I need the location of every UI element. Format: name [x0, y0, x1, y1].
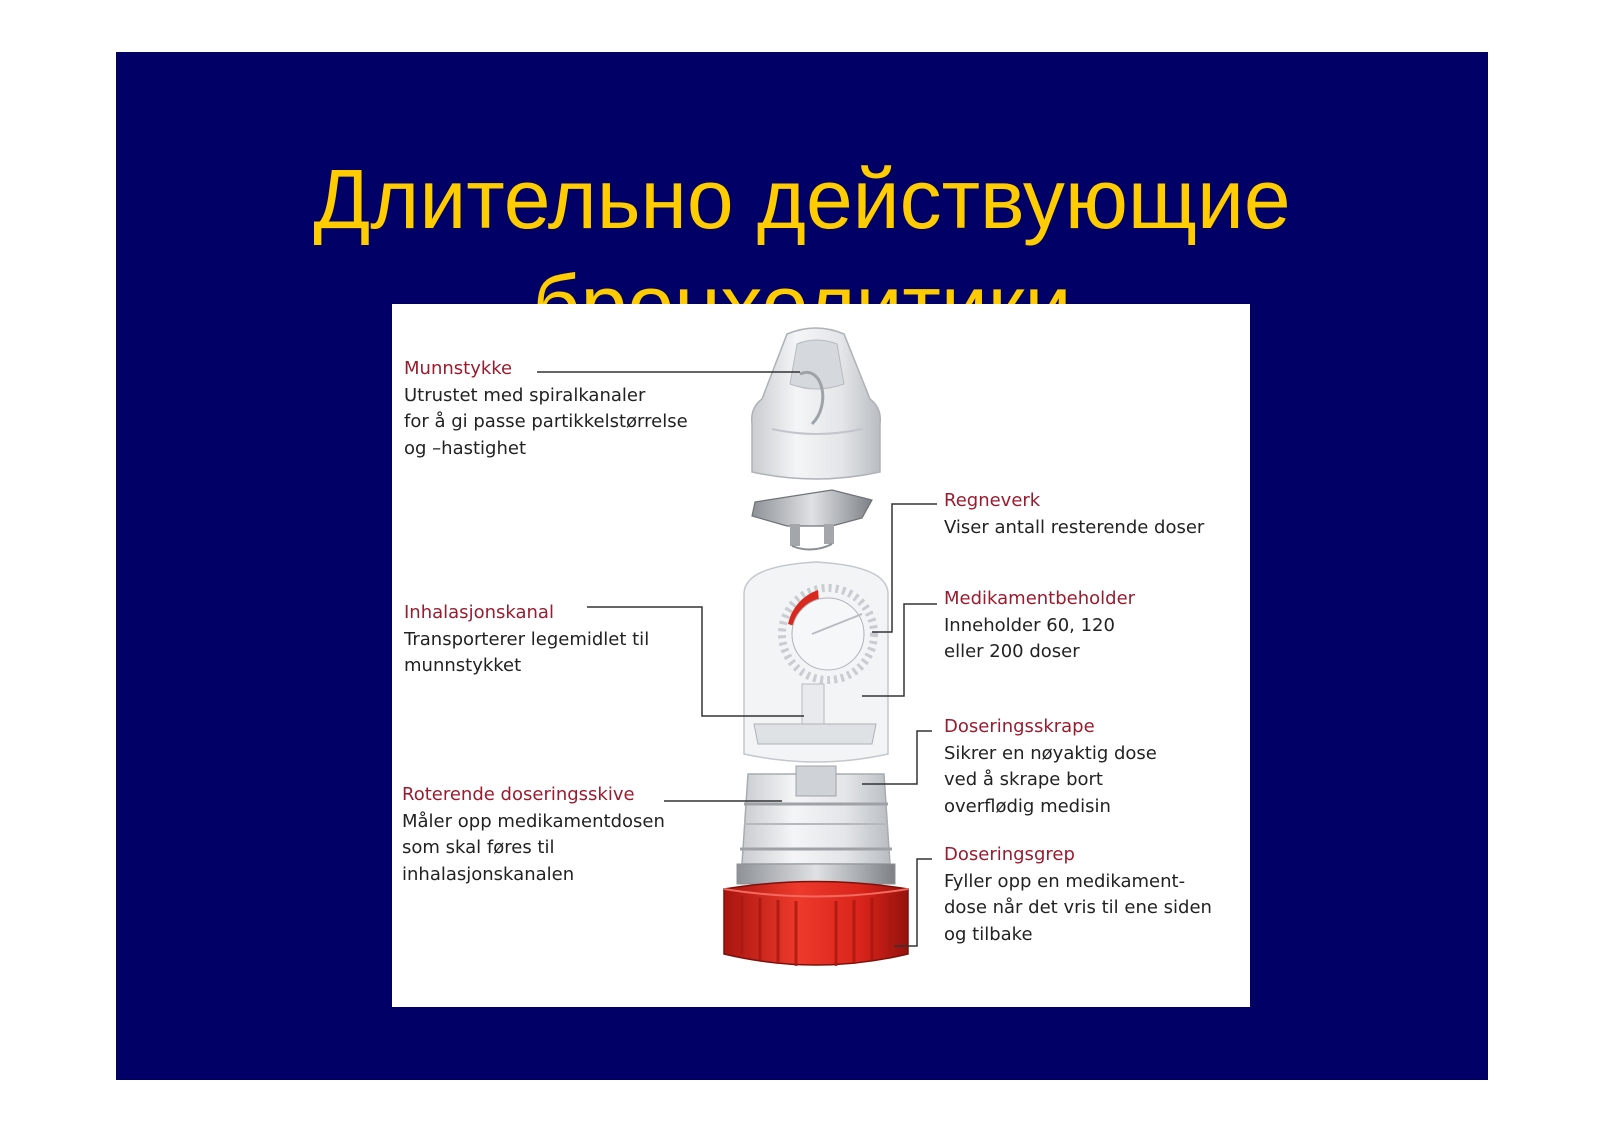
label-regneverk: [944, 488, 1204, 541]
counter-part: [752, 490, 872, 550]
label-line: overflødig medisin: [944, 795, 1111, 817]
title-line-1: Длительно действующие: [313, 152, 1291, 247]
label-line: Fyller opp en medikament-: [944, 870, 1186, 892]
label-line: og tilbake: [944, 923, 1033, 945]
label-heading: Regneverk: [944, 490, 1041, 511]
slide: [116, 52, 1488, 1080]
label-line: ved å skrape bort: [944, 769, 1103, 790]
red-grip-part: [724, 882, 908, 967]
label-line: for å gi passe partikkelstørrelse: [404, 411, 688, 432]
label-inhalasjonskanal: [404, 600, 649, 680]
label-heading: Roterende doseringsskive: [402, 784, 635, 805]
label-munnstykke: [404, 356, 688, 462]
label-heading: Munnstykke: [404, 358, 513, 379]
label-heading: Inhalasjonskanal: [404, 602, 554, 623]
label-line: dose når det vris til ene siden: [944, 897, 1212, 918]
label-line: og –hastighet: [404, 437, 527, 459]
label-line: Viser antall resterende doser: [944, 516, 1205, 538]
reservoir-part: [744, 562, 888, 762]
label-medikamentbeholder: [944, 586, 1135, 666]
mouthpiece-part: [752, 328, 881, 479]
label-line: Måler opp medikamentdosen: [402, 810, 665, 832]
label-heading: Doseringsgrep: [944, 844, 1075, 865]
label-heading: Medikamentbeholder: [944, 588, 1136, 609]
label-line: som skal føres til: [402, 837, 555, 858]
label-line: Transporterer legemidlet til: [404, 628, 650, 650]
label-line: Utrustet med spiralkanaler: [404, 384, 646, 406]
inhaler-diagram: [392, 304, 1250, 1007]
label-line: eller 200 doser: [944, 641, 1080, 662]
label-line: munnstykket: [404, 655, 522, 676]
label-heading: Doseringsskrape: [944, 716, 1095, 737]
label-roterende: [402, 782, 665, 888]
label-doseringsskrape: [944, 714, 1157, 820]
label-doseringsgrep: [944, 842, 1212, 948]
label-line: Inneholder 60, 120: [944, 614, 1115, 636]
label-line: Sikrer en nøyaktig dose: [944, 742, 1157, 764]
label-line: inhalasjonskanalen: [402, 863, 575, 885]
